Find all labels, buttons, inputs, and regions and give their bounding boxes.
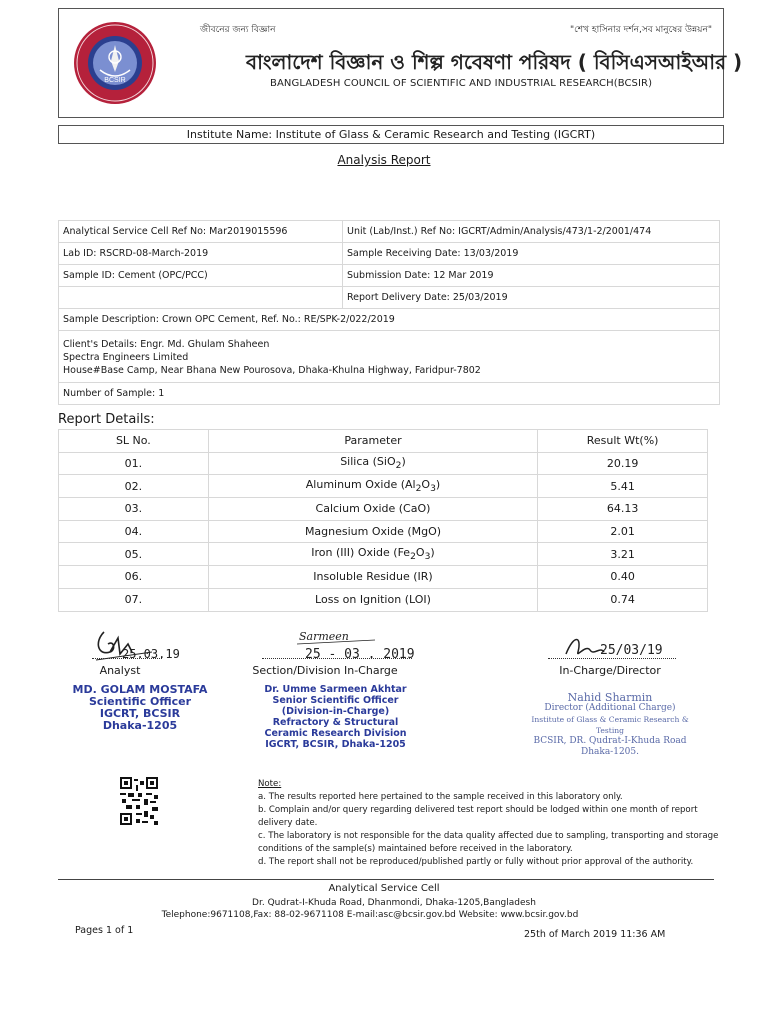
stamp-line: Refractory & Structural [272,717,399,728]
client-details [59,331,720,383]
stamp-line: Ceramic Research Division [264,728,407,739]
result-cell: 5.41 [538,475,708,498]
table-row [59,588,708,611]
slogan-right: "শেখ হাসিনার দর্শন,সব মানুষের উন্নয়ন" [570,25,712,35]
result-cell: 0.40 [538,566,708,589]
section-stamp [253,684,418,750]
stamp-line: MD. GOLAM MOSTAFA [72,683,208,696]
receiving-date: Sample Receiving Date: 13/03/2019 [343,243,720,265]
service-ref: Analytical Service Cell Ref No: Mar2019015596 [59,221,343,243]
parameter-cell [208,452,537,475]
parameter-text: Iron (III) Oxide (Fe [311,546,411,560]
parameter-text: Aluminum Oxide (Al [305,478,416,492]
result-cell: 0.74 [538,588,708,611]
note-item: a. The results reported here pertained to the sample received in this laboratory only. [258,792,623,802]
results-table [58,429,708,612]
client-address: House#Base Camp, Near Bhana New Pourosova, Dhaka-Khulna Highway, Faridpur-7802 [63,365,481,376]
notes-section [258,778,728,869]
stamp-line: Scientific Officer [88,695,192,708]
section-role: Section/Division In-Charge [252,664,398,677]
parameter-subscript: 3 [430,483,436,495]
analyst-sign-date: 25.03.19 [122,647,180,661]
empty-cell [59,287,343,309]
bcsir-logo-icon [72,20,158,106]
section-sign-name: Sarmeen [299,630,349,643]
parameter-text: Silica (SiO [340,455,396,469]
unit-ref: Unit (Lab/Inst.) Ref No: IGCRT/Admin/Analysis/473/1-2/2001/474 [343,221,720,243]
parameter-cell [208,498,537,521]
stamp-line: Senior Scientific Officer [272,695,399,706]
col-header-result: Result Wt(%) [538,430,708,453]
sample-info-table [58,220,720,405]
parameter-text: Calcium Oxide (CaO) [315,502,431,516]
parameter-text: Loss on Ignition (LOI) [315,593,431,607]
signature-line [548,658,676,659]
col-header-sl: SL No. [59,430,209,453]
result-cell: 20.19 [538,452,708,475]
stamp-line: Dhaka-1205. [580,747,639,757]
stamp-line: Director (Additional Charge) [544,703,676,713]
stamp-line: Dr. Umme Sarmeen Akhtar [264,684,407,695]
stamp-line: IGCRT, BCSIR [99,707,181,720]
stamp-line: Nahid Sharmin [567,691,653,704]
stamp-line: BCSIR, DR. Qudrat-I-Khuda Road [533,736,687,746]
sl-cell: 04. [59,520,209,543]
notes-label: Note: [258,779,282,789]
parameter-text: O [421,478,431,492]
parameter-cell [208,588,537,611]
client-company: Spectra Engineers Limited [63,352,189,363]
table-row [59,243,720,265]
table-row [59,287,720,309]
parameter-subscript: 2 [410,551,416,563]
footer-divider [58,879,714,880]
table-row [59,475,708,498]
parameter-cell [208,520,537,543]
sl-cell: 05. [59,543,209,566]
parameter-subscript: 2 [395,460,402,472]
table-row [59,221,720,243]
sample-description: Sample Description: Crown OPC Cement, Ref. No.: RE/SPK-2/022/2019 [59,309,720,331]
director-sign-date: 25/03/19 [600,643,663,658]
analyst-signature [92,622,192,667]
parameter-subscript: 2 [415,483,422,495]
institute-name: Institute Name: Institute of Glass & Ceramic Research and Testing (IGCRT) [58,125,724,144]
logo-text: BCSIR [104,77,126,84]
parameter-subscript: 3 [424,551,431,563]
result-cell: 3.21 [538,543,708,566]
director-role: In-Charge/Director [559,664,661,677]
sl-cell: 07. [59,588,209,611]
parameter-text: ) [435,478,441,492]
slogan-left: জীবনের জন্য বিজ্ঞান [200,25,276,35]
signature-line [262,658,412,659]
print-timestamp: 25th of March 2019 11:36 AM [524,929,666,940]
page-title: Analysis Report [337,153,431,167]
parameter-cell [208,475,537,498]
parameter-cell [208,566,537,589]
council-title-english: BANGLADESH COUNCIL OF SCIENTIFIC AND INDUSTRIAL RESEARCH(BCSIR) [270,78,653,89]
col-header-parameter: Parameter [208,430,537,453]
footer-contact: Telephone:9671108,Fax: 88-02-9671108 E-mail:asc@bcsir.gov.bd Website: www.bcsir.gov.bd [161,910,579,920]
stamp-line: Dhaka-1205 [102,719,178,732]
signature-line [92,658,162,659]
note-item: c. The laboratory is not responsible for the data quality affected due to sampling, transporting and storage conditions of the sample(s) maintained before received in the laboratory. [258,831,719,854]
parameter-text: Insoluble Residue (IR) [313,570,433,584]
sl-cell: 06. [59,566,209,589]
sl-cell: 02. [59,475,209,498]
parameter-text: ) [430,546,435,560]
table-row [59,331,720,383]
table-row [59,520,708,543]
report-details-heading: Report Details: [58,412,155,427]
page-count: Pages 1 of 1 [75,925,134,936]
director-signature [560,628,680,666]
council-title-bengali: বাংলাদেশ বিজ্ঞান ও শিল্প গবেষণা পরিষদ ( বিসিএসআইআর ) [246,50,743,74]
sample-id: Sample ID: Cement (OPC/PCC) [59,265,343,287]
table-row [59,383,720,405]
client-name: Client's Details: Engr. Md. Ghulam Shaheen [63,339,270,350]
analyst-stamp [60,684,220,732]
footer-address: Dr. Qudrat-I-Khuda Road, Dhanmondi, Dhaka-1205,Bangladesh [252,898,536,908]
note-item: d. The report shall not be reproduced/published partly or fully without prior approval of the authority. [258,857,694,867]
table-header-row [59,430,708,453]
stamp-line: IGCRT, BCSIR, Dhaka-1205 [265,739,406,750]
footer-title: Analytical Service Cell [328,883,440,894]
table-row [59,309,720,331]
table-row [59,543,708,566]
result-cell: 2.01 [538,520,708,543]
section-sign-date: 25 - 03 . 2019 [305,647,415,662]
parameter-text: ) [401,455,406,469]
table-row [59,265,720,287]
analyst-role: Analyst [99,664,141,677]
director-stamp [520,692,700,758]
stamp-line: (Division-in-Charge) [281,706,390,717]
lab-id: Lab ID: RSCRD-08-March-2019 [59,243,343,265]
table-row [59,498,708,521]
section-signature [295,626,415,662]
table-row [59,566,708,589]
number-of-samples: Number of Sample: 1 [59,383,720,405]
parameter-text: Magnesium Oxide (MgO) [304,525,442,539]
sl-cell: 01. [59,452,209,475]
parameter-cell [208,543,537,566]
stamp-line: Institute of Glass & Ceramic Research & Testing [531,715,689,735]
sl-cell: 03. [59,498,209,521]
parameter-text: O [415,546,425,560]
result-cell: 64.13 [538,498,708,521]
delivery-date: Report Delivery Date: 25/03/2019 [343,287,720,309]
submission-date: Submission Date: 12 Mar 2019 [343,265,720,287]
qr-code-icon [120,777,158,825]
table-row [59,452,708,475]
note-item: b. Complain and/or query regarding delivered test report should be lodged within one month of report delivery date. [258,805,698,828]
